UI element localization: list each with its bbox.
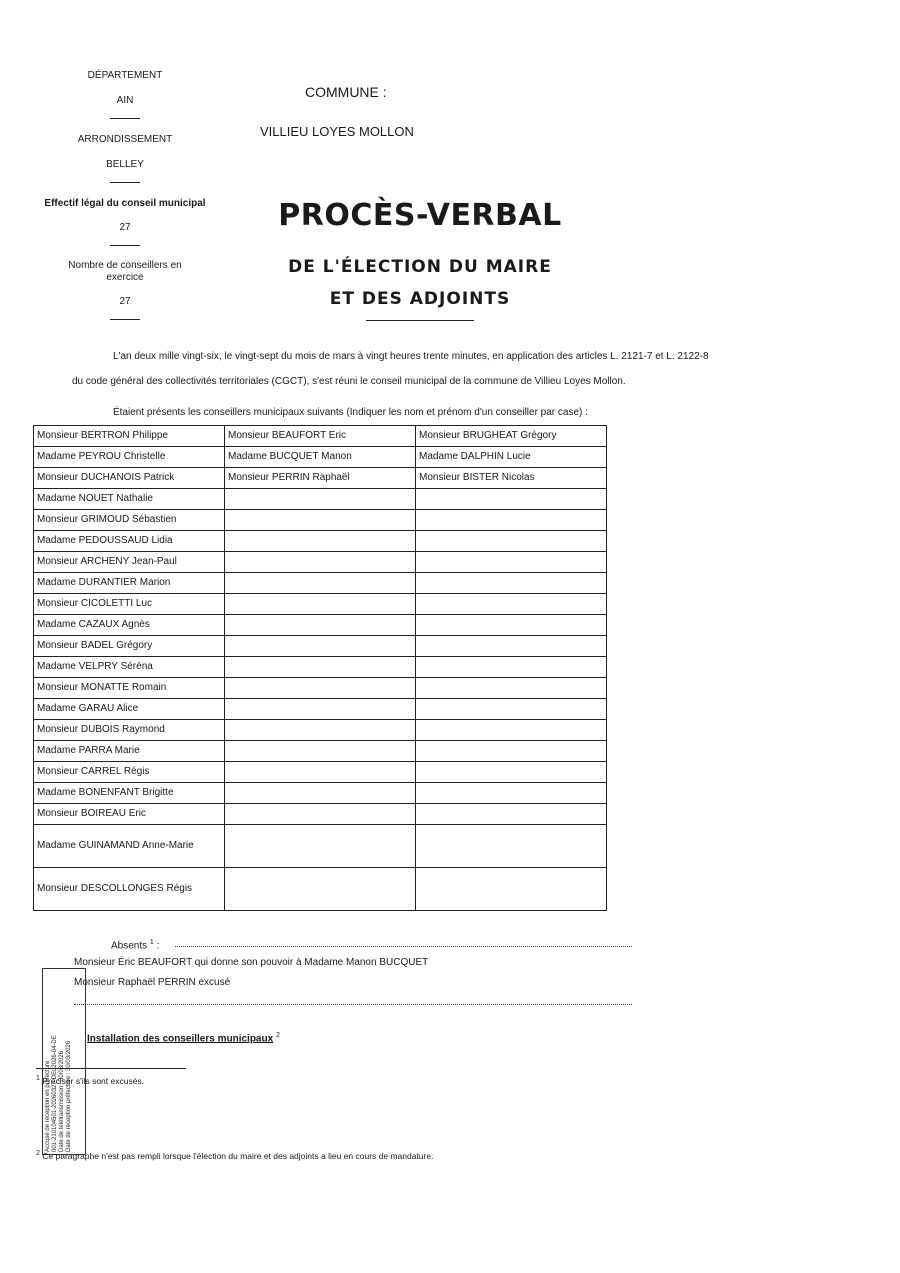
effectif-value: 27 [119, 222, 131, 233]
absent-line-2: Monsieur Raphaël PERRIN excusé [74, 977, 231, 988]
member-cell [416, 573, 607, 594]
member-cell [225, 783, 416, 804]
table-row [34, 868, 607, 911]
page-subtitle-1: DE L'ÉLECTION DU MAIRE [288, 257, 552, 277]
member-cell [225, 510, 416, 531]
page-title: PROCÈS-VERBAL [278, 198, 562, 233]
member-cell: Monsieur BOIREAU Eric [34, 804, 225, 825]
table-row [34, 468, 607, 489]
footnote-2-text: Ce paragraphe n'est pas rempli lorsque l'élection du maire et des adjoints a lieu en cours de mandature. [42, 1150, 434, 1161]
footnote-1-mark: 1 [36, 1075, 40, 1082]
member-cell: Monsieur GRIMOUD Sébastien [34, 510, 225, 531]
member-cell [225, 720, 416, 741]
exercice-label: Nombre de conseillers en exercice [68, 260, 182, 283]
member-cell [225, 678, 416, 699]
installation-title: Installation des conseillers municipaux [87, 1033, 274, 1045]
table-row [34, 636, 607, 657]
member-cell: Monsieur ARCHENY Jean-Paul [34, 552, 225, 573]
divider [110, 182, 140, 183]
member-cell [416, 657, 607, 678]
title-underline [366, 320, 474, 321]
absents-label: Absents [111, 940, 148, 952]
member-cell [416, 741, 607, 762]
member-cell [225, 552, 416, 573]
member-cell [416, 489, 607, 510]
intro-line-2: du code général des collectivités territoriales (CGCT), s'est réuni le conseil municipal de la commune de Villieu Loyes Mollon. [72, 376, 626, 387]
divider [110, 319, 140, 320]
member-cell [225, 699, 416, 720]
member-cell [225, 636, 416, 657]
departement-value: AIN [116, 95, 134, 106]
arrondissement-value: BELLEY [106, 159, 144, 170]
member-cell: Madame NOUET Nathalie [34, 489, 225, 510]
member-cell [225, 594, 416, 615]
member-cell [416, 825, 607, 868]
member-cell: Madame BONENFANT Brigitte [34, 783, 225, 804]
member-cell: Madame PEDOUSSAUD Lidia [34, 531, 225, 552]
table-row [34, 573, 607, 594]
footnote-ref-2: 2 [275, 1032, 280, 1039]
member-cell [225, 573, 416, 594]
member-cell: Monsieur MONATTE Romain [34, 678, 225, 699]
effectif-label: Effectif légal du conseil municipal [44, 198, 206, 209]
table-row [34, 825, 607, 868]
table-row [34, 783, 607, 804]
table-row [34, 657, 607, 678]
footnote-2 [36, 1150, 433, 1161]
stamp-line-2: 001-210104501-20260327-DEL2026-04-DE [52, 1035, 58, 1152]
member-cell [225, 868, 416, 911]
commune-label: COMMUNE : [305, 84, 387, 100]
arrondissement-label: ARRONDISSEMENT [77, 134, 173, 145]
table-row [34, 741, 607, 762]
member-cell: Monsieur BADEL Grégory [34, 636, 225, 657]
member-cell: Madame DALPHIN Lucie [416, 447, 607, 468]
member-cell: Monsieur CICOLETTI Luc [34, 594, 225, 615]
intro-line-1: L'an deux mille vingt-six, le vingt-sept du mois de mars à vingt heures trente minutes, en application des articles L. 2121-7 et L. 2122-8 [113, 351, 709, 362]
member-cell: Madame PEYROU Christelle [34, 447, 225, 468]
member-cell: Madame PARRA Marie [34, 741, 225, 762]
member-cell [416, 720, 607, 741]
members-table [33, 425, 607, 911]
member-cell: Madame VELPRY Séréna [34, 657, 225, 678]
footnote-1-text: Préciser s'ils sont excusés. [42, 1075, 145, 1086]
table-row [34, 594, 607, 615]
divider [110, 245, 140, 246]
member-cell: Monsieur BERTRON Philippe [34, 426, 225, 447]
presents-label: Étaient présents les conseillers municipaux suivants (Indiquer les nom et prénom d'un conseiller par case) : [113, 407, 588, 418]
table-row [34, 552, 607, 573]
member-cell: Monsieur BISTER Nicolas [416, 468, 607, 489]
member-cell [225, 657, 416, 678]
member-cell [225, 741, 416, 762]
member-cell [225, 804, 416, 825]
stamp-line-3: Date de télétransmission : 30/03/2026 [59, 1050, 65, 1152]
member-cell: Monsieur DUCHANOIS Patrick [34, 468, 225, 489]
absents-dotted-line [175, 946, 632, 947]
divider [110, 118, 140, 119]
member-cell [416, 531, 607, 552]
member-cell: Monsieur DESCOLLONGES Régis [34, 868, 225, 911]
member-cell [225, 489, 416, 510]
member-cell: Madame DURANTIER Marion [34, 573, 225, 594]
table-row [34, 510, 607, 531]
member-cell [416, 678, 607, 699]
absents-label-group: Absents $^1$ : [111, 939, 160, 952]
table-row [34, 426, 607, 447]
table-row [34, 804, 607, 825]
member-cell [416, 636, 607, 657]
footnote-ref-1: 1 [149, 939, 154, 946]
member-cell [416, 510, 607, 531]
table-row [34, 447, 607, 468]
table-row [34, 699, 607, 720]
member-cell [225, 531, 416, 552]
member-cell [225, 615, 416, 636]
table-row [34, 531, 607, 552]
table-row [34, 720, 607, 741]
departement-label: DÉPARTEMENT [87, 70, 163, 81]
member-cell: Madame GARAU Alice [34, 699, 225, 720]
footnote-2-mark: 2 [36, 1150, 40, 1157]
table-row [34, 678, 607, 699]
stamp-line-4: Date de réception préfecture : 30/03/2026 [66, 1040, 72, 1152]
exercice-value: 27 [119, 296, 131, 307]
member-cell: Monsieur PERRIN Raphaël [225, 468, 416, 489]
member-cell: Madame BUCQUET Manon [225, 447, 416, 468]
member-cell: Monsieur BEAUFORT Eric [225, 426, 416, 447]
member-cell: Monsieur BRUGHEAT Grégory [416, 426, 607, 447]
table-row [34, 615, 607, 636]
absent-line-1: Monsieur Éric BEAUFORT qui donne son pouvoir à Madame Manon BUCQUET [74, 957, 429, 968]
member-cell [416, 552, 607, 573]
member-cell: Monsieur DUBOIS Raymond [34, 720, 225, 741]
table-row [34, 762, 607, 783]
commune-name: VILLIEU LOYES MOLLON [260, 124, 414, 139]
member-cell [225, 825, 416, 868]
member-cell [416, 804, 607, 825]
page-subtitle-2: ET DES ADJOINTS [329, 289, 511, 309]
member-cell [416, 783, 607, 804]
member-cell: Madame CAZAUX Agnès [34, 615, 225, 636]
table-row [34, 489, 607, 510]
prefecture-stamp-text [45, 968, 86, 1152]
stamp-line-1: Accusé de réception en préfecture [45, 1060, 51, 1152]
member-cell: Madame GUINAMAND Anne-Marie [34, 825, 225, 868]
member-cell [416, 615, 607, 636]
member-cell [225, 762, 416, 783]
prefecture-stamp [42, 968, 86, 1155]
installation-heading [87, 1029, 280, 1046]
absents-dotted-line-2 [74, 1004, 632, 1005]
member-cell [416, 594, 607, 615]
member-cell [416, 762, 607, 783]
member-cell [416, 699, 607, 720]
member-cell: Monsieur CARREL Régis [34, 762, 225, 783]
member-cell [416, 868, 607, 911]
